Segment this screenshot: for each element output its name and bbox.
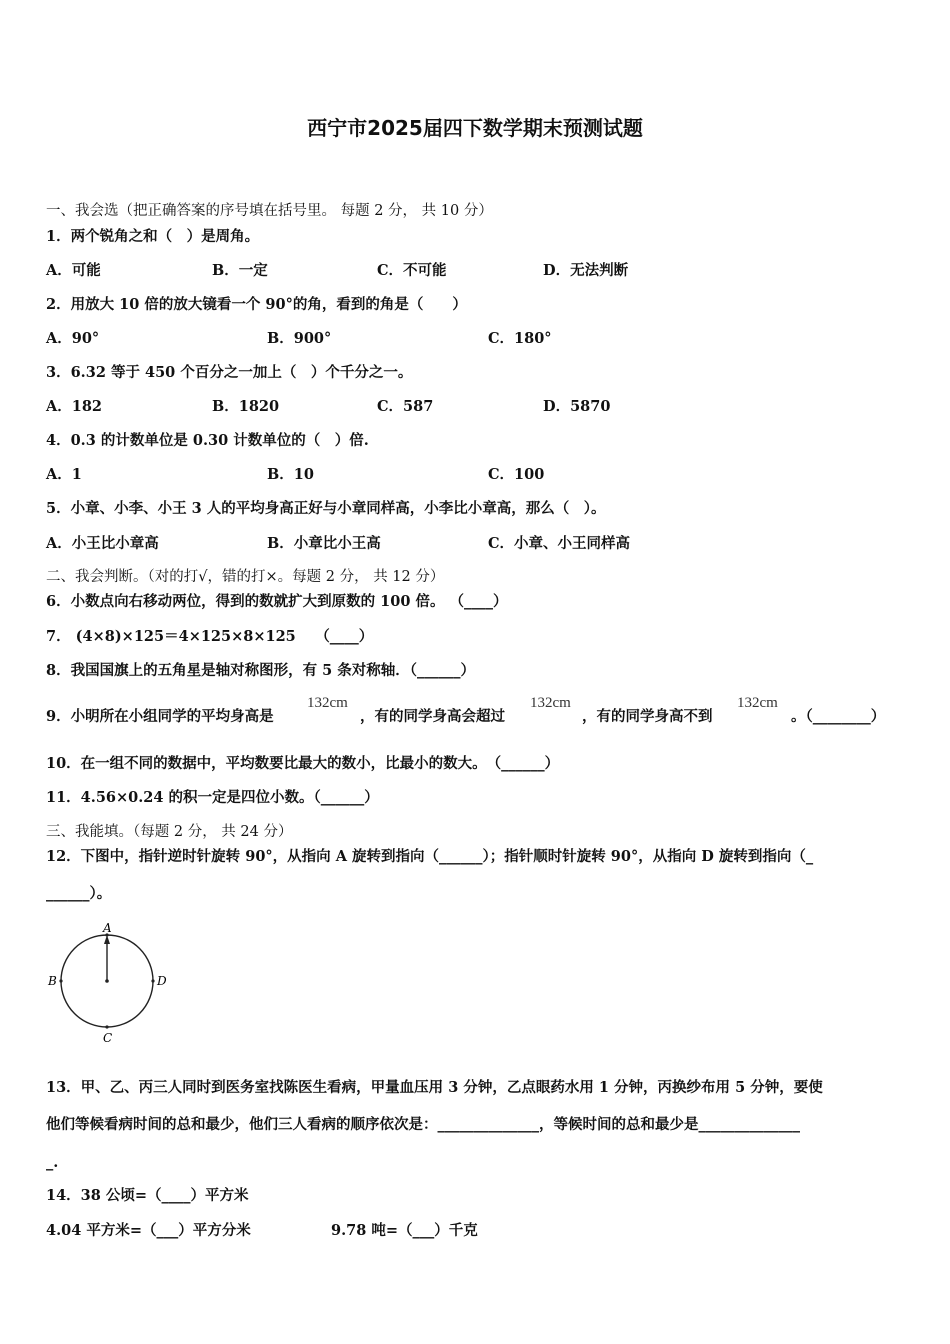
q3-option-a: A．182 [46,398,103,415]
height-unit-1: 132cm [307,695,348,711]
question-13-line-1: 13．甲、乙、丙三人同时到医务室找陈医生看病，甲量血压用 3 分钟，乙点眼药水用 1 分钟，丙换纱布用 5 分钟，要使 [46,1079,823,1096]
q5-option-b: B．小章比小王高 [267,535,381,552]
label-b: B [48,974,57,988]
label-a: A [103,921,112,935]
q1-option-d: D．无法判断 [543,262,629,279]
q3-option-d: D．5870 [543,398,611,415]
question-9-part-3: ，有的同学身高不到 [582,708,713,725]
dial-center [105,979,109,983]
question-5: 5．小章、小李、小王 3 人的平均身高正好与小章同样高，小李比小章高，那么（ ）。 [46,500,606,517]
section-2-heading: 二、我会判断。（对的打√，错的打×。每题 2 分， 共 12 分） [46,569,445,585]
point-b [59,979,62,982]
question-13-line-2: 他们等候看病时间的总和最少，他们三人看病的顺序依次是：______________，等候时间的总和最少是______________ [46,1116,800,1133]
question-4: 4．0.3 的计数单位是 0.30 计数单位的（ ）倍. [46,432,369,449]
q4-option-a: A．1 [46,466,82,483]
label-d: D [157,974,167,988]
question-11: 11．4.56×0.24 的积一定是四位小数。（______） [46,789,379,806]
height-unit-3: 132cm [737,695,778,711]
section-3-heading: 三、我能填。（每题 2 分， 共 24 分） [46,824,293,840]
question-3: 3．6.32 等于 450 个百分之一加上（ ）个千分之一。 [46,364,413,381]
q3-option-c: C．587 [377,398,434,415]
question-7: 7． (4×8)×125＝4×125×8×125 （____） [46,628,374,645]
question-9-part-2: ，有的同学身高会超过 [360,708,505,725]
clock-dial-figure [44,918,184,1048]
question-14-area: 4.04 平方米=（___）平方分米 [46,1222,251,1239]
question-12-line-1: 12．下图中，指针逆时针旋转 90°，从指向 A 旋转到指向（______）；指针顺时针旋转 90°，从指向 D 旋转到指向（_ [46,848,814,865]
question-9-part-4: 。（________） [791,708,886,725]
question-13-line-3: _. [46,1154,59,1171]
q4-option-c: C．100 [488,466,545,483]
section-1-heading: 一、我会选（把正确答案的序号填在括号里。 每题 2 分， 共 10 分） [46,203,493,219]
q5-option-a: A．小王比小章高 [46,535,159,552]
point-c [105,1025,108,1028]
question-8: 8．我国国旗上的五角星是轴对称图形，有 5 条对称轴．（______） [46,662,476,679]
q2-option-a: A．90° [46,330,100,347]
question-12-line-2: ______）。 [46,885,112,902]
question-14-mass: 9.78 吨=（___）千克 [331,1222,478,1239]
page-title: 西宁市2025届四下数学期末预测试题 [307,116,643,140]
q3-option-b: B．1820 [212,398,280,415]
height-unit-2: 132cm [530,695,571,711]
q5-option-c: C．小章、小王同样高 [488,535,631,552]
q1-option-b: B．一定 [212,262,268,279]
q2-option-b: B．900° [267,330,332,347]
question-1: 1．两个锐角之和（ ）是周角。 [46,228,260,245]
question-9-part-1: 9．小明所在小组同学的平均身高是 [46,708,274,725]
question-6: 6．小数点向右移动两位，得到的数就扩大到原数的 100 倍。 （____） [46,593,508,610]
q4-option-b: B．10 [267,466,314,483]
question-10: 10．在一组不同的数据中，平均数要比最大的数小，比最小的数大。 （______） [46,755,560,772]
q1-option-c: C．不可能 [377,262,447,279]
question-14-line-1: 14．38 公顷=（____）平方米 [46,1187,249,1204]
q2-option-c: C．180° [488,330,552,347]
label-c: C [103,1031,113,1045]
question-2: 2．用放大 10 倍的放大镜看一个 90°的角，看到的角是（ ） [46,296,467,313]
point-d [151,979,154,982]
q1-option-a: A．可能 [46,262,101,279]
